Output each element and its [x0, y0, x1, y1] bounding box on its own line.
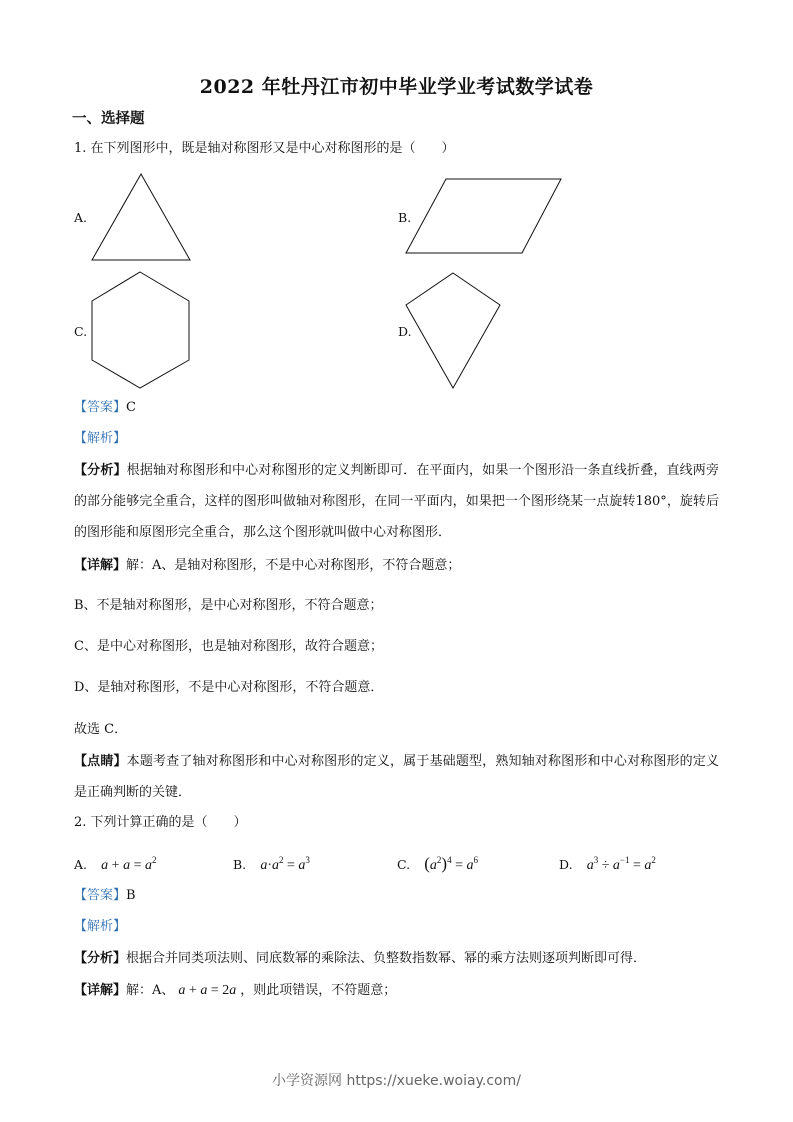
q1-dianjing: [74, 746, 719, 808]
q1-xiangjie-line-a: [74, 556, 460, 576]
xiangjie-expr: a + a = 2a: [178, 983, 237, 998]
question-1-stem: 1. 在下列图形中，既是轴对称图形又是中心对称图形的是（ ）: [74, 141, 455, 156]
xiangjie-tag: 【详解】: [74, 558, 127, 573]
q1-option-c-label: C.: [74, 324, 88, 339]
q2-xiangjie: [74, 981, 396, 1001]
q1-option-b-label: B.: [398, 210, 412, 225]
xiangjie-tag: 【详解】: [74, 983, 127, 998]
option-label: A.: [74, 857, 88, 872]
q1-answer: [74, 398, 136, 418]
option-expr: $(a^2)^4 = a^6$: [424, 854, 478, 873]
answer-tag: 【答案】: [74, 400, 127, 415]
option-expr: $a\cdot a^2 = a^3$: [260, 855, 310, 873]
fenxi-text: 根据合并同类项法则、同底数幂的乘除法、负整数指数幂、幂的乘方法则逐项判断即可得．: [126, 951, 647, 966]
option-expr: $a^3 \div a^{-1} = a^2$: [586, 855, 656, 873]
kite-figure: [0, 0, 793, 400]
section-heading: 一、选择题: [72, 110, 145, 127]
q2-analysis-tag: 【解析】: [74, 919, 127, 934]
option-label: B.: [233, 857, 247, 872]
q1-xiangjie-line-d: D、是轴对称图形，不是中心对称图形，不符合题意．: [74, 680, 384, 695]
q1-conclusion: 故选 C．: [74, 722, 128, 737]
option-label: D.: [559, 857, 573, 872]
fenxi-tag: 【分析】: [74, 463, 127, 478]
q2-option-a: [74, 850, 156, 876]
dianjing-text: 本题考查了轴对称图形和中心对称图形的定义，属于基础题型，熟知轴对称图形和中心对称图形的定义是正确判断的关键．: [74, 754, 719, 800]
question-2-stem: 2. 下列计算正确的是（ ）: [74, 815, 247, 830]
answer-tag: 【答案】: [74, 888, 127, 903]
fenxi-tag: 【分析】: [74, 951, 127, 966]
page-title: 2022 年牡丹江市初中毕业学业考试数学试卷: [199, 76, 594, 98]
q1-fenxi: [74, 455, 719, 548]
xiangjie-text: 解：A、是轴对称图形，不是中心对称图形，不符合题意；: [126, 558, 461, 573]
q2-option-c: [397, 850, 478, 876]
fenxi-text: 根据轴对称图形和中心对称图形的定义判断即可．在平面内，如果一个图形沿一条直线折叠，直线两旁的部分能够完全重合，这样的图形叫做轴对称图形，在同一平面内，如果把一个图形绕某一点旋转180°，旋转后的图形能和原图形完全重合，那么这个图形就叫做中心对称图形．: [74, 463, 719, 540]
option-label: C.: [397, 857, 411, 872]
q1-xiangjie-line-c: C、是中心对称图形，也是轴对称图形，故符合题意；: [74, 639, 383, 654]
answer-value: B: [126, 888, 136, 903]
option-expr: $a + a = a^2$: [101, 855, 157, 873]
answer-value: C: [126, 400, 136, 415]
q1-option-a-label: A.: [74, 210, 88, 225]
footer-watermark: 小学资源网 https://xueke.woiay.com/: [272, 1073, 521, 1089]
q2-answer: [74, 886, 136, 906]
q2-fenxi: [74, 949, 646, 969]
q1-xiangjie-line-b: B、不是轴对称图形，是中心对称图形，不符合题意；: [74, 598, 383, 613]
q2-option-d: [559, 850, 656, 876]
dianjing-tag: 【点睛】: [74, 754, 127, 769]
q1-option-d-label: D.: [398, 324, 412, 339]
xiangjie-prefix: 解：A、: [126, 983, 175, 998]
xiangjie-suffix: ，则此项错误，不符题意；: [240, 983, 397, 998]
q2-option-b: [233, 850, 310, 876]
q1-analysis-tag: 【解析】: [74, 431, 127, 446]
